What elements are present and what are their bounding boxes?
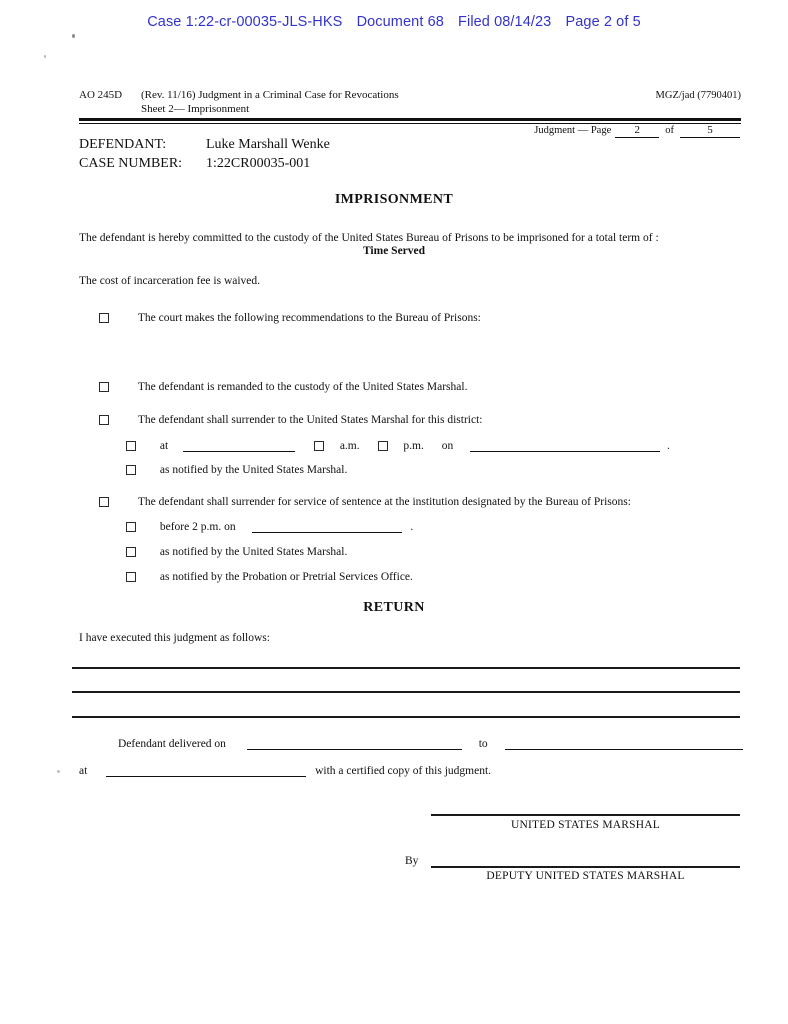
judgment-page-line [534, 124, 740, 138]
scan-speckle [57, 770, 60, 773]
delivery-location-input[interactable] [106, 765, 306, 777]
commitment-text: The defendant is hereby committed to the custody of the United States Bureau of Prisons to be imprisoned for a total term of : [79, 232, 659, 244]
ecf-case-number: Case 1:22-cr-00035-JLS-HKS [147, 14, 343, 30]
institution-date-input[interactable] [252, 521, 402, 533]
option-court-recommendations[interactable] [99, 312, 481, 324]
judgment-of-label: of [665, 125, 674, 136]
case-number-row [79, 155, 330, 174]
surrender-notified-row[interactable] [126, 464, 347, 476]
defendant-name: Luke Marshall Wenke [206, 137, 330, 152]
trailing-period: . [410, 521, 414, 534]
surrender-time-input[interactable] [183, 440, 295, 452]
judgment-total-pages: 5 [680, 124, 740, 138]
marshal-caption: UNITED STATES MARSHAL [511, 819, 660, 831]
marshal-signature-rule [431, 814, 740, 816]
at-label: at [159, 440, 169, 453]
by-label: By [405, 855, 419, 867]
checkbox-icon[interactable] [99, 497, 109, 507]
institution-notified-marshal-row[interactable] [126, 546, 347, 558]
ecf-filed-date: Filed 08/14/23 [458, 14, 552, 30]
option-label: The defendant shall surrender to the United States Marshal for this district: [137, 414, 483, 427]
delivered-date-input[interactable] [247, 738, 462, 750]
delivered-location-row [79, 765, 491, 777]
scan-speckle [72, 34, 75, 38]
party-block [79, 136, 330, 174]
form-code: AO 245D [79, 89, 123, 101]
pm-label: p.m. [403, 440, 424, 453]
form-sheet-label: Sheet 2— Imprisonment [141, 103, 250, 116]
ecf-header-stamp [0, 14, 788, 30]
case-number-label: CASE NUMBER: [79, 155, 183, 171]
imprisonment-heading: IMPRISONMENT [334, 192, 454, 207]
imprisonment-term: Time Served [362, 245, 426, 257]
form-title-block [141, 88, 399, 116]
deputy-caption: DEPUTY UNITED STATES MARSHAL [486, 870, 685, 882]
defendant-label: DEFENDANT: [79, 137, 167, 152]
return-writing-rule [72, 667, 740, 669]
return-intro-text: I have executed this judgment as follows: [79, 632, 270, 644]
option-label: as notified by the United States Marshal. [159, 464, 348, 477]
scan-speckle [44, 55, 46, 58]
surrender-date-input[interactable] [470, 440, 660, 452]
return-writing-rule [72, 691, 740, 693]
option-label: The court makes the following recommendations to the Bureau of Prisons: [137, 312, 481, 325]
checkbox-icon[interactable] [99, 382, 109, 392]
case-number-value: 1:22CR00035-001 [206, 155, 311, 171]
ecf-document-number: Document 68 [356, 14, 444, 30]
defendant-row [79, 136, 330, 155]
checkbox-icon[interactable] [99, 313, 109, 323]
preparer-code: MGZ/jad (7790401) [655, 90, 741, 101]
judgment-page-value: 2 [615, 124, 659, 138]
header-rule-thick [79, 118, 741, 121]
return-writing-rule [72, 716, 740, 718]
option-label: as notified by the United States Marshal. [159, 546, 348, 559]
option-label: as notified by the Probation or Pretrial Services Office. [159, 571, 413, 584]
on-label: on [441, 440, 454, 453]
delivered-to-input[interactable] [505, 738, 743, 750]
certified-copy-text: with a certified copy of this judgment. [315, 765, 492, 778]
checkbox-icon[interactable] [126, 572, 136, 582]
option-surrender-institution[interactable] [99, 496, 631, 508]
return-heading: RETURN [363, 600, 425, 615]
option-label: before 2 p.m. on [159, 521, 236, 534]
option-remanded-to-marshal[interactable] [99, 381, 467, 393]
form-header [79, 88, 741, 116]
to-label: to [478, 738, 488, 751]
checkbox-icon[interactable] [126, 465, 136, 475]
cost-of-incarceration-note: The cost of incarceration fee is waived. [79, 275, 261, 287]
institution-notified-probation-row[interactable] [126, 571, 413, 583]
ecf-page-number: Page 2 of 5 [565, 14, 641, 30]
am-label: a.m. [339, 440, 360, 453]
defendant-delivered-row [118, 738, 743, 750]
at-label: at [79, 765, 88, 778]
checkbox-icon[interactable] [126, 522, 136, 532]
form-revision-title: (Rev. 11/16) Judgment in a Criminal Case for Revocations [141, 89, 399, 101]
checkbox-icon[interactable] [378, 441, 388, 451]
option-surrender-to-marshal[interactable] [99, 414, 482, 426]
deputy-signature-rule [431, 866, 740, 868]
delivered-on-label: Defendant delivered on [118, 738, 226, 751]
surrender-time-row[interactable] [126, 440, 670, 452]
checkbox-icon[interactable] [126, 547, 136, 557]
option-label: The defendant shall surrender for service of sentence at the institution designated by the Bureau of Prisons: [137, 496, 631, 509]
checkbox-icon[interactable] [126, 441, 136, 451]
option-label: The defendant is remanded to the custody of the United States Marshal. [137, 381, 468, 394]
checkbox-icon[interactable] [99, 415, 109, 425]
institution-before-2pm-row[interactable] [126, 521, 413, 533]
trailing-period: . [666, 440, 670, 453]
checkbox-icon[interactable] [314, 441, 324, 451]
judgment-page-label: Judgment — Page [534, 125, 612, 136]
